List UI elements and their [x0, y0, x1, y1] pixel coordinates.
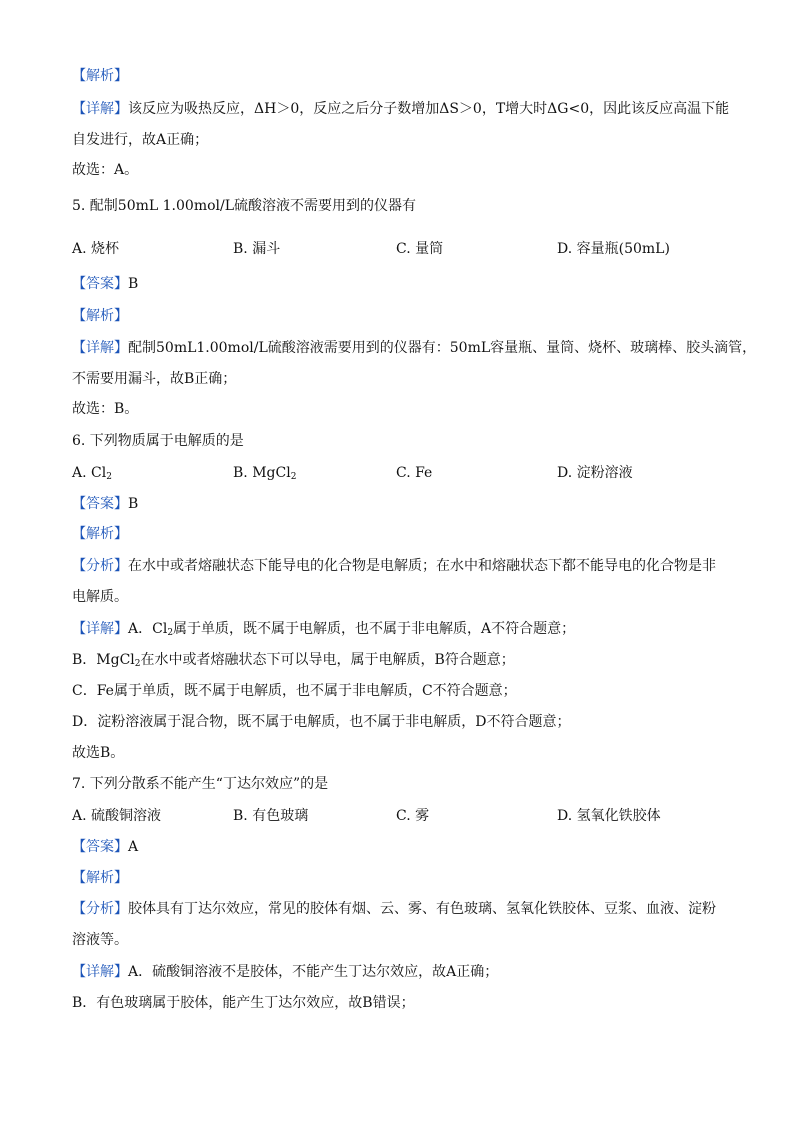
detail-tag: 【详解】 [72, 621, 128, 637]
analysis-tag: 【解析】 [72, 68, 128, 84]
q6-detail-a-text: A．Cl [128, 621, 168, 637]
q6-detail-b-subscript: 2 [134, 659, 141, 669]
q7-breakdown-text: 胶体具有丁达尔效应，常见的胶体有烟、云、雾、有色玻璃、氢氧化铁胶体、豆浆、血液、淀粉 [128, 901, 716, 917]
q6-choice: 故选B。 [72, 745, 125, 761]
q7-analysis-heading [72, 868, 128, 888]
q4-analysis-heading [72, 66, 128, 86]
analysis-tag: 【解析】 [72, 870, 128, 886]
q7-answer [72, 837, 138, 857]
answer-tag: 【答案】 [72, 839, 128, 855]
q6-detail-b-rest: 在水中或者熔融状态下可以导电，属于电解质，B符合题意； [140, 652, 515, 668]
breakdown-tag: 【分析】 [72, 558, 128, 574]
breakdown-tag: 【分析】 [72, 901, 128, 917]
q7-answer-value: A [128, 839, 139, 855]
q5-choice: 故选：B。 [72, 401, 139, 417]
q6-breakdown-line2: 电解质。 [72, 589, 128, 605]
q7-detail-a [72, 962, 498, 982]
q5-detail-text: 配制50mL1.00mol/L硫酸溶液需要用到的仪器有：50mL容量瓶、量筒、烧杯、玻璃棒、胶头滴管， [128, 340, 757, 356]
q7-option-c: C. 雾 [396, 808, 430, 824]
q6-detail-a-rest: 属于单质，既不属于电解质，也不属于非电解质，A不符合题意； [173, 621, 576, 637]
analysis-tag: 【解析】 [72, 526, 128, 542]
q6-option-a-text: A. Cl [72, 465, 107, 481]
q6-analysis-heading [72, 524, 128, 544]
detail-tag: 【详解】 [72, 101, 128, 117]
q4-detail-line1 [72, 99, 729, 119]
q7-detail-b: B．有色玻璃属于胶体，能产生丁达尔效应，故B错误； [72, 995, 415, 1011]
q7-option-a: A. 硫酸铜溶液 [72, 808, 162, 824]
q5-detail-line1 [72, 338, 756, 358]
q6-detail-b [72, 650, 515, 670]
q5-detail-line2: 不需要用漏斗，故B正确； [72, 371, 237, 387]
q4-choice: 故选：A。 [72, 162, 139, 178]
q7-breakdown-line1 [72, 899, 716, 919]
q6-detail-b-text: B．MgCl [72, 652, 135, 668]
q5-stem: 5. 配制50mL 1.00mol/L硫酸溶液不需要用到的仪器有 [72, 198, 417, 214]
q6-option-a-subscript: 2 [106, 472, 112, 482]
detail-tag: 【详解】 [72, 964, 128, 980]
q5-answer [72, 274, 138, 294]
q5-option-b: B. 漏斗 [233, 241, 281, 257]
q6-detail-a [72, 619, 575, 639]
q7-stem: 7. 下列分散系不能产生“丁达尔效应”的是 [72, 776, 329, 792]
q5-option-c: C. 量筒 [396, 241, 444, 257]
q6-answer [72, 494, 138, 514]
q6-answer-value: B [128, 496, 139, 512]
q6-option-b-subscript: 2 [290, 472, 297, 482]
q6-option-b [233, 463, 296, 483]
q6-option-b-text: B. MgCl [233, 465, 291, 481]
answer-tag: 【答案】 [72, 496, 128, 512]
q6-option-a [72, 463, 112, 483]
answer-tag: 【答案】 [72, 276, 128, 292]
q5-option-a: A. 烧杯 [72, 241, 120, 257]
q7-option-b: B. 有色玻璃 [233, 808, 309, 824]
q6-detail-d: D．淀粉溶液属于混合物，既不属于电解质，也不属于非电解质，D不符合题意； [72, 714, 571, 730]
q5-answer-value: B [128, 276, 139, 292]
q5-option-d: D. 容量瓶(50mL) [557, 241, 670, 257]
q6-option-d: D. 淀粉溶液 [557, 465, 633, 481]
analysis-tag: 【解析】 [72, 308, 128, 324]
q6-breakdown-line1 [72, 556, 716, 576]
q7-detail-a-text: A．硫酸铜溶液不是胶体，不能产生丁达尔效应，故A正确； [128, 964, 499, 980]
q4-detail-line2: 自发进行，故A正确； [72, 132, 209, 148]
q4-detail-text: 该反应为吸热反应，ΔH＞0，反应之后分子数增加ΔS＞0，T增大时ΔG<0，因此该反应高温下能 [128, 101, 730, 117]
q7-option-d: D. 氢氧化铁胶体 [557, 808, 661, 824]
q5-analysis-heading [72, 306, 128, 326]
q6-stem: 6. 下列物质属于电解质的是 [72, 433, 244, 449]
q7-breakdown-line2: 溶液等。 [72, 932, 128, 948]
q6-detail-c: C．Fe属于单质，既不属于电解质，也不属于非电解质，C不符合题意； [72, 683, 517, 699]
q6-detail-a-subscript: 2 [167, 628, 174, 638]
detail-tag: 【详解】 [72, 340, 128, 356]
q6-option-c: C. Fe [396, 465, 433, 481]
q6-breakdown-text: 在水中或者熔融状态下能导电的化合物是电解质；在水中和熔融状态下都不能导电的化合物是非 [128, 558, 716, 574]
